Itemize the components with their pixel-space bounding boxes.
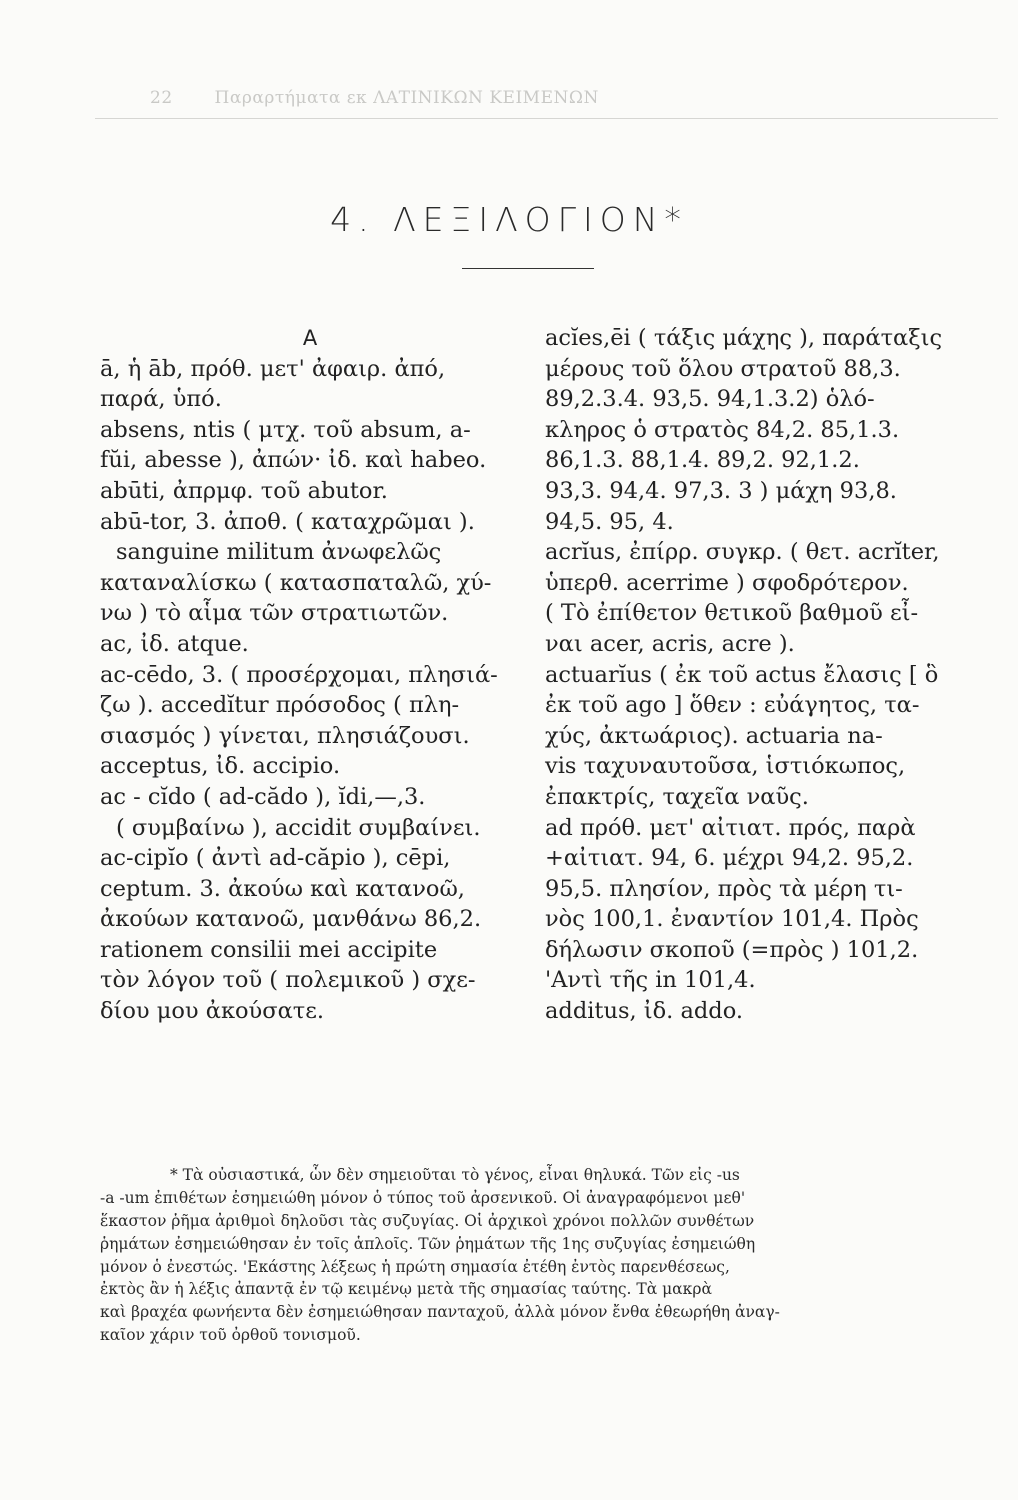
- glossary-line: 'Αντὶ τῆς in 101,4.: [545, 967, 756, 994]
- running-header-text: Παραρτήματα εκ ΛΑΤΙΝΙΚΩΝ ΚΕΙΜΕΝΩΝ: [214, 88, 599, 108]
- left-column: [100, 323, 520, 1027]
- glossary-line: κληρος ὁ στρατὸς 84,2. 85,1.3.: [545, 416, 900, 443]
- running-header-rule: [95, 118, 998, 119]
- glossary-line: acrĭus, ἐπίρρ. συγκρ. ( θετ. acrĭter,: [545, 539, 940, 566]
- glossary-line: ( Τὸ ἐπίθετον θετικοῦ βαθμοῦ εἶ-: [545, 600, 919, 627]
- glossary-line: ad πρόθ. μετ' αἰτιατ. πρός, παρὰ: [545, 814, 916, 841]
- glossary-line: ὑπερθ. acerrime ) σφοδρότερον.: [545, 569, 909, 596]
- glossary-line: χύς, ἀκτωάριος). actuaria na-: [545, 722, 883, 749]
- glossary-line: μέρους τοῦ ὅλου στρατοῦ 88,3.: [545, 355, 901, 382]
- glossary-line: absens, ntis ( μτχ. τοῦ absum, a-: [100, 416, 471, 443]
- glossary-line: ceptum. 3. ἀκούω καὶ κατανοῶ,: [100, 875, 465, 902]
- glossary-line: vis ταχυναυτοῦσα, ἱστιόκωπος,: [545, 753, 906, 780]
- glossary-line: rationem consilii mei accipite: [100, 936, 438, 963]
- glossary-line: ἀκούων κατανοῶ, μανθάνω 86,2.: [100, 906, 482, 933]
- glossary-line: ac, ἰδ. atque.: [100, 630, 249, 657]
- right-column: [545, 323, 965, 1027]
- glossary-line: actuarĭus ( ἐκ τοῦ actus ἔλασις [ ὃ: [545, 661, 939, 688]
- footnote-line: μόνον ὁ ἐνεστώς. 'Εκάστης λέξεως ἡ πρώτη σημασία ἐτέθη ἐντὸς παρενθέσεως,: [100, 1257, 730, 1276]
- glossary-line: δήλωσιν σκοποῦ (=πρὸς ) 101,2.: [545, 936, 919, 963]
- glossary-line: δίου μου ἀκούσατε.: [100, 998, 325, 1025]
- running-header-showthrough: [150, 88, 998, 108]
- glossary-line: abūti, ἀπρμφ. τοῦ abutor.: [100, 477, 388, 504]
- glossary-line: additus, ἰδ. addo.: [545, 998, 743, 1025]
- glossary-line: acceptus, ἰδ. accipio.: [100, 753, 341, 780]
- glossary-line: sanguine militum ἀνωφελῶς: [116, 539, 442, 566]
- title-divider: [462, 268, 594, 269]
- glossary-line: σιασμός ) γίνεται, πλησιάζουσι.: [100, 722, 470, 749]
- glossary-line: +αἰτιατ. 94, 6. μέχρι 94,2. 95,2.: [545, 845, 914, 872]
- glossary-line: παρά, ὑπό.: [100, 386, 222, 413]
- glossary-line: ἐκ τοῦ ago ] ὅθεν : εὐάγητος, τα-: [545, 692, 920, 719]
- page-title: 4. ΛΕΞΙΛΟΓΙΟΝ*: [330, 200, 688, 239]
- glossary-line: ac-cēdo, 3. ( προσέρχομαι, πλησιά-: [100, 661, 498, 688]
- glossary-line: ac - cĭdo ( ad-cădo ), ĭdi,—,3.: [100, 783, 426, 810]
- glossary-line: 86,1.3. 88,1.4. 89,2. 92,1.2.: [545, 447, 860, 474]
- footnote: [100, 1164, 962, 1347]
- footnote-line: ἕκαστον ῥῆμα ἀριθμοὶ δηλοῦσι τὰς συζυγίας. Οἱ ἀρχικοὶ χρόνοι πολλῶν συνθέτων: [100, 1211, 755, 1230]
- section-letter: A: [302, 326, 318, 350]
- glossary-line: 95,5. πλησίον, πρὸς τὰ μέρη τι-: [545, 875, 903, 902]
- footnote-line: * Τὰ οὐσιαστικά, ὧν δὲν σημειοῦται τὸ γένος, εἶναι θηλυκά. Τῶν εἰς -us: [170, 1166, 740, 1184]
- glossary-line: νω ) τὸ αἷμα τῶν στρατιωτῶν.: [100, 600, 449, 627]
- glossary-line: ἐπακτρίς, ταχεῖα ναῦς.: [545, 783, 809, 810]
- glossary-line: 94,5. 95, 4.: [545, 508, 674, 535]
- glossary-line: νὸς 100,1. ἐναντίον 101,4. Πρὸς: [545, 906, 919, 933]
- glossary-line: ( συμβαίνω ), accidit συμβαίνει.: [116, 814, 481, 841]
- footnote-line: καὶ βραχέα φωνήεντα δὲν ἐσημειώθησαν πανταχοῦ, ἀλλὰ μόνον ἔνθα ἐθεωρήθη ἀναγ-: [100, 1303, 780, 1322]
- footnote-line: -a -um ἐπιθέτων ἐσημειώθη μόνον ὁ τύπος τοῦ ἀρσενικοῦ. Οἱ ἀναγραφόμενοι μεθ': [100, 1188, 746, 1207]
- glossary-line: καταναλίσκω ( κατασπαταλῶ, χύ-: [100, 569, 492, 596]
- glossary-line: acĭes,ēi ( τάξις μάχης ), παράταξις: [545, 325, 943, 351]
- glossary-line: 93,3. 94,4. 97,3. 3 ) μάχη 93,8.: [545, 477, 897, 504]
- glossary-line: fŭi, abesse ), ἀπών· ἰδ. καὶ habeo.: [100, 447, 487, 474]
- glossary-line: τὸν λόγον τοῦ ( πολεμικοῦ ) σχε-: [100, 967, 476, 994]
- footnote-line: ἐκτὸς ἂν ἡ λέξις ἀπαντᾷ ἐν τῷ κειμένῳ μετὰ τῆς σημασίας ταύτης. Τὰ μακρὰ: [100, 1280, 712, 1299]
- footnote-line: καῖον χάριν τοῦ ὀρθοῦ τονισμοῦ.: [100, 1326, 361, 1345]
- footnote-line: ῥημάτων ἐσημειώθησαν ἐν τοῖς ἁπλοῖς. Τῶν ῥημάτων τῆς 1ης συζυγίας ἐσημειώθη: [100, 1234, 756, 1253]
- glossary-line: ā, ἡ āb, πρόθ. μετ' ἀφαιρ. ἀπό,: [100, 355, 446, 382]
- running-header-page-number: 22: [150, 88, 173, 108]
- glossary-line: ac-cipĭo ( ἀντὶ ad-căpio ), cēpi,: [100, 845, 451, 872]
- glossary-line: abū-tor, 3. ἀποθ. ( καταχρῶμαι ).: [100, 508, 475, 535]
- glossary-line: 89,2.3.4. 93,5. 94,1.3.2) ὁλό-: [545, 386, 875, 413]
- glossary-line: ναι acer, acris, acre ).: [545, 630, 795, 657]
- glossary-line: ζω ). accedĭtur πρόσοδος ( πλη-: [100, 692, 460, 719]
